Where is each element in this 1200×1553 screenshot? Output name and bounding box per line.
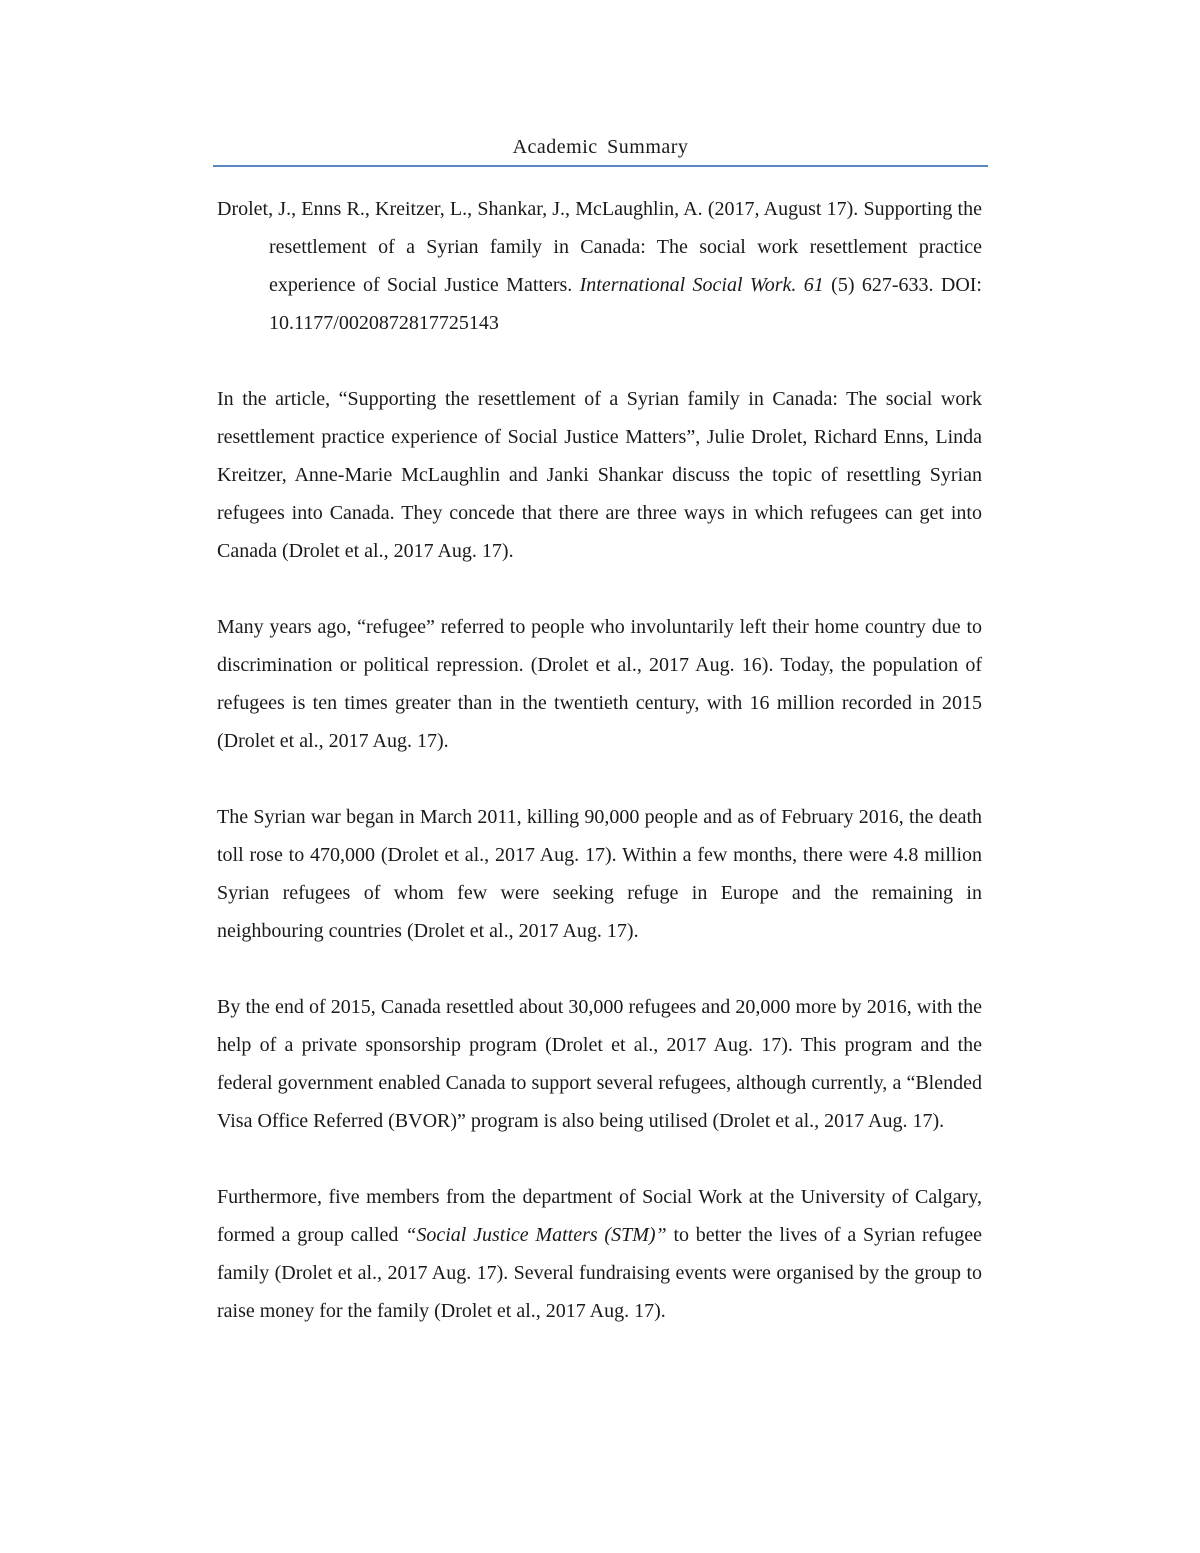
paragraph-text: to better the lives of a Syrian refugee family (Drolet et al., 2017 Aug. 17). Several fundraising events were organised by the group to raise money for the family (Drolet et al., 2017 Aug. 17). <box>217 1224 982 1322</box>
paragraph-introduction: In the article, “Supporting the resettlement of a Syrian family in Canada: The social work resettlement practice experience of Social Justice Matters”, Julie Drolet, Richard Enns, Linda Kreitzer, Anne-Marie McLaughlin and Janki Shankar discuss the topic of resettling Syrian refugees into Canada. They concede that there are three ways in which refugees can get into Canada (Drolet et al., 2017 Aug. 17). <box>217 388 982 562</box>
paragraph-refugee-definition: Many years ago, “refugee” referred to people who involuntarily left their home country due to discrimination or political repression. (Drolet et al., 2017 Aug. 16). Today, the population of refugees is ten times greater than in the twentieth century, with 16 million recorded in 2015 (Drolet et al., 2017 Aug. 17). <box>217 616 982 752</box>
citation-details: (5) 627-633. DOI: 10.1177/0020872817725143 <box>269 274 982 334</box>
citation-journal: International Social Work. 61 <box>579 274 824 296</box>
citation-authors-title: Drolet, J., Enns R., Kreitzer, L., Shankar, J., McLaughlin, A. (2017, August 17). Supporting the resettlement of a Syrian family in Canada: The social work resettlement practice experience of Social Justice Matters. <box>217 198 982 296</box>
header-divider <box>213 165 988 167</box>
paragraph-text: Furthermore, five members from the department of Social Work at the University of Calgary, formed a group called <box>217 1186 982 1246</box>
paragraph-syrian-war: The Syrian war began in March 2011, killing 90,000 people and as of February 2016, the death toll rose to 470,000 (Drolet et al., 2017 Aug. 17). Within a few months, there were 4.8 million Syrian refugees of whom few were seeking refuge in Europe and the remaining in neighbouring countries (Drolet et al., 2017 Aug. 17). <box>217 806 982 942</box>
paragraph-social-justice-matters <box>217 1178 982 1330</box>
group-name-emphasis: “Social Justice Matters (STM)” <box>405 1224 667 1246</box>
reference-citation <box>217 190 982 342</box>
paragraph-canada-resettlement: By the end of 2015, Canada resettled about 30,000 refugees and 20,000 more by 2016, with the help of a private sponsorship program (Drolet et al., 2017 Aug. 17). This program and the federal government enabled Canada to support several refugees, although currently, a “Blended Visa Office Referred (BVOR)” program is also being utilised (Drolet et al., 2017 Aug. 17). <box>217 996 982 1132</box>
page-header-title: Academic Summary <box>512 136 689 158</box>
document-body <box>217 190 982 1330</box>
